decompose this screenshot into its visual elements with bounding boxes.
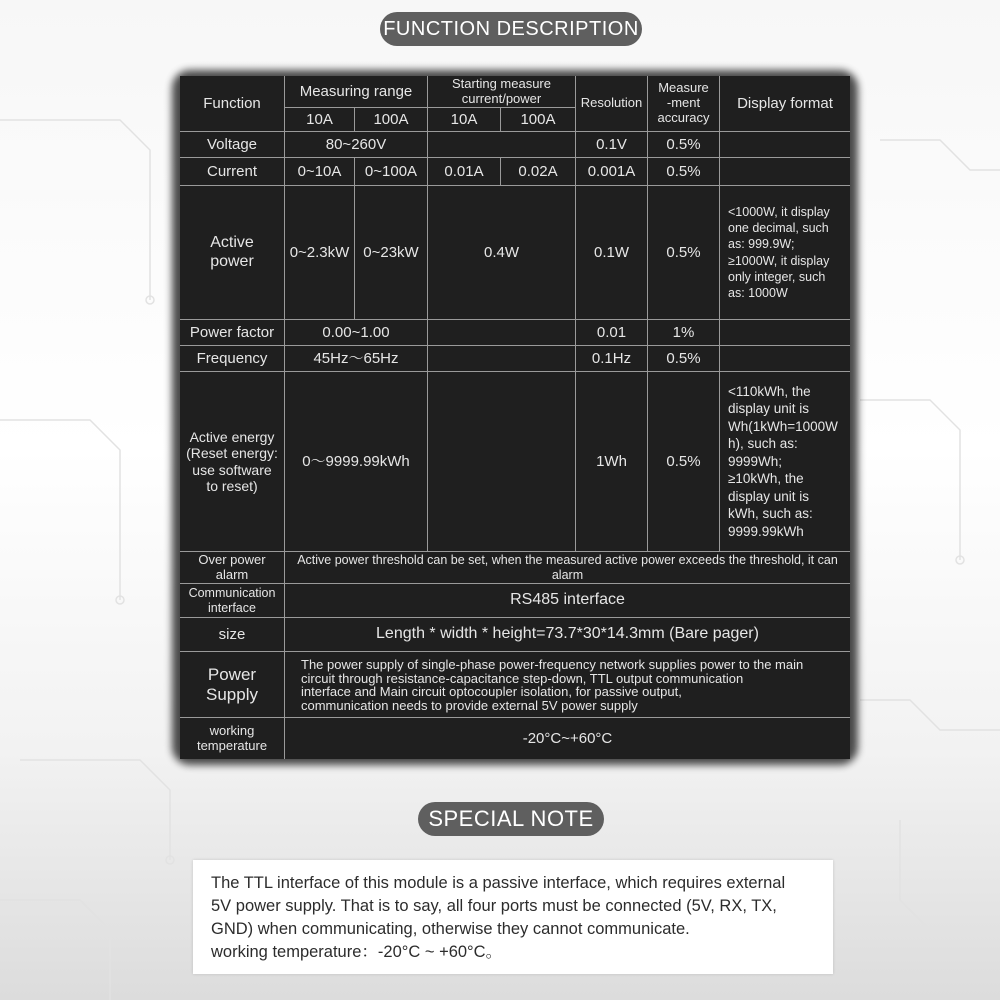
row-frequency-display — [720, 346, 850, 372]
special-note-text — [211, 872, 823, 964]
row-current-resolution: 0.001A — [576, 158, 648, 186]
row-active-power-display: <1000W, it display one decimal, such as: 999.9W; ≥1000W, it display only integer, such as: 1000W — [720, 186, 850, 320]
row-voltage-name: Voltage — [180, 132, 285, 158]
row-frequency-start — [428, 346, 576, 372]
function-table — [180, 76, 850, 759]
row-power-factor-display — [720, 320, 850, 346]
row-active-power-start: 0.4W — [428, 186, 576, 320]
row-power-supply-name: Power Supply — [180, 652, 285, 718]
row-active-power-resolution: 0.1W — [576, 186, 648, 320]
header-range-100a: 100A — [355, 108, 428, 132]
row-active-energy-start — [428, 372, 576, 552]
row-active-power-name: Active power — [180, 186, 285, 320]
row-active-energy-range: 0～9999.99kWh — [285, 372, 428, 552]
row-active-power-range-10a: 0~2.3kW — [285, 186, 355, 320]
row-communication-name: Communication interface — [180, 584, 285, 618]
row-frequency-range: 45Hz～65Hz — [285, 346, 428, 372]
row-frequency-resolution: 0.1Hz — [576, 346, 648, 372]
header-start-100a: 100A — [501, 108, 576, 132]
special-note-line: The TTL interface of this module is a passive interface, which requires external — [211, 874, 786, 892]
header-starting-measure: Starting measure current/power — [428, 76, 576, 108]
row-size-text: Length * width * height=73.7*30*14.3mm (Bare pager) — [285, 618, 850, 652]
header-measuring-range: Measuring range — [285, 76, 428, 108]
row-power-factor-accuracy: 1% — [648, 320, 720, 346]
row-voltage-resolution: 0.1V — [576, 132, 648, 158]
row-over-power-text: Active power threshold can be set, when the measured active power exceeds the threshold, it can alarm — [285, 552, 850, 584]
row-power-factor-start — [428, 320, 576, 346]
row-working-temperature-text: -20°C~+60°C — [522, 729, 613, 747]
row-active-energy-display: <110kWh, the display unit is Wh(1kWh=1000W h), such as: 9999Wh; ≥10kWh, the display unit is kWh, such as: 9999.99kWh — [720, 372, 850, 552]
header-range-10a: 10A — [285, 108, 355, 132]
row-active-power-range-100a: 0~23kW — [355, 186, 428, 320]
row-voltage-range: 80~260V — [285, 132, 428, 158]
row-power-supply-text: The power supply of single-phase power-frequency network supplies power to the main circuit through resistance-capacitance step-down, TTL output communication interface and Main circuit optocoupler isolation, for passive output, communication needs to provide external 5V power supply — [285, 652, 850, 718]
header-function: Function — [180, 76, 285, 132]
row-current-range-100a: 0~100A — [355, 158, 428, 186]
row-communication-text: RS485 interface — [285, 584, 850, 618]
row-active-energy-accuracy: 0.5% — [648, 372, 720, 552]
header-start-10a: 10A — [428, 108, 501, 132]
row-over-power-name: Over power alarm — [180, 552, 285, 584]
row-active-power-accuracy: 0.5% — [648, 186, 720, 320]
row-voltage-accuracy: 0.5% — [648, 132, 720, 158]
row-current-accuracy: 0.5% — [648, 158, 720, 186]
row-size-name: size — [180, 618, 285, 652]
row-power-factor-resolution: 0.01 — [576, 320, 648, 346]
row-frequency-accuracy: 0.5% — [648, 346, 720, 372]
row-active-energy-resolution: 1Wh — [576, 372, 648, 552]
row-active-energy-name: Active energy (Reset energy: use software to reset) — [180, 372, 285, 552]
row-voltage-start — [428, 132, 576, 158]
row-current-start-10a: 0.01A — [428, 158, 501, 186]
row-frequency-name: Frequency — [180, 346, 285, 372]
special-note-box — [193, 860, 833, 974]
row-power-factor-range: 0.00~1.00 — [285, 320, 428, 346]
header-display-format: Display format — [720, 76, 850, 132]
row-power-factor-name: Power factor — [180, 320, 285, 346]
row-current-display — [720, 158, 850, 186]
header-resolution: Resolution — [576, 76, 648, 132]
special-note-heading: SPECIAL NOTE — [418, 802, 604, 836]
row-voltage-display — [720, 132, 850, 158]
row-current-name: Current — [180, 158, 285, 186]
special-note-line: working temperature：-20°C ~ +60°C。 — [211, 943, 503, 961]
special-note-line: GND) when communicating, otherwise they cannot communicate. — [211, 920, 690, 938]
function-description-heading: FUNCTION DESCRIPTION — [380, 12, 642, 46]
row-current-range-10a: 0~10A — [285, 158, 355, 186]
special-note-line: 5V power supply. That is to say, all four ports must be connected (5V, RX, TX, — [211, 897, 777, 915]
row-working-temperature-name: working temperature — [180, 718, 285, 759]
header-accuracy: Measure -ment accuracy — [648, 76, 720, 132]
row-current-start-100a: 0.02A — [501, 158, 576, 186]
